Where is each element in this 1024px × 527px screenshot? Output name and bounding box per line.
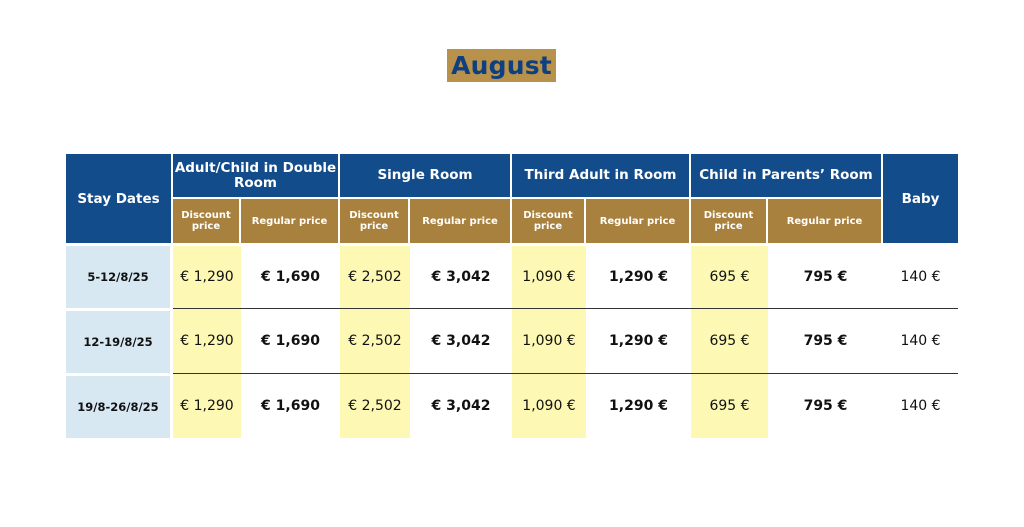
third-regular-cell: 1,290 € xyxy=(586,373,691,438)
header-child-parents-room: Child in Parents’ Room xyxy=(691,154,883,199)
child-discount-cell: 695 € xyxy=(691,243,768,308)
subheader-regular: Regular price xyxy=(586,199,691,243)
table-row xyxy=(66,308,958,373)
subheader-discount: Discount price xyxy=(173,199,241,243)
subheader-regular: Regular price xyxy=(241,199,340,243)
subheader-discount: Discount price xyxy=(340,199,410,243)
price-table xyxy=(66,154,958,438)
single-discount-cell: € 2,502 xyxy=(340,308,410,373)
single-discount-cell: € 2,502 xyxy=(340,373,410,438)
child-regular-cell: 795 € xyxy=(768,243,883,308)
header-single-room: Single Room xyxy=(340,154,512,199)
subheader-regular: Regular price xyxy=(768,199,883,243)
adult-discount-cell: € 1,290 xyxy=(173,243,241,308)
baby-price-cell: 140 € xyxy=(883,308,958,373)
adult-regular-cell: € 1,690 xyxy=(241,243,340,308)
third-regular-cell: 1,290 € xyxy=(586,308,691,373)
header-adult-child-double: Adult/Child in Double Room xyxy=(173,154,340,199)
child-regular-cell: 795 € xyxy=(768,308,883,373)
third-discount-cell: 1,090 € xyxy=(512,308,586,373)
third-discount-cell: 1,090 € xyxy=(512,243,586,308)
baby-price-cell: 140 € xyxy=(883,373,958,438)
subheader-discount: Discount price xyxy=(691,199,768,243)
stay-dates-cell: 19/8-26/8/25 xyxy=(66,373,173,438)
table-row xyxy=(66,243,958,308)
adult-regular-cell: € 1,690 xyxy=(241,308,340,373)
single-regular-cell: € 3,042 xyxy=(410,373,512,438)
third-discount-cell: 1,090 € xyxy=(512,373,586,438)
child-discount-cell: 695 € xyxy=(691,308,768,373)
single-regular-cell: € 3,042 xyxy=(410,308,512,373)
header-stay-dates: Stay Dates xyxy=(66,154,173,243)
header-baby: Baby xyxy=(883,154,958,243)
table-row xyxy=(66,373,958,438)
adult-regular-cell: € 1,690 xyxy=(241,373,340,438)
child-discount-cell: 695 € xyxy=(691,373,768,438)
page-title: August xyxy=(447,49,556,82)
subheader-regular: Regular price xyxy=(410,199,512,243)
stay-dates-cell: 12-19/8/25 xyxy=(66,308,173,373)
third-regular-cell: 1,290 € xyxy=(586,243,691,308)
header-third-adult: Third Adult in Room xyxy=(512,154,691,199)
single-discount-cell: € 2,502 xyxy=(340,243,410,308)
adult-discount-cell: € 1,290 xyxy=(173,308,241,373)
baby-price-cell: 140 € xyxy=(883,243,958,308)
single-regular-cell: € 3,042 xyxy=(410,243,512,308)
stay-dates-cell: 5-12/8/25 xyxy=(66,243,173,308)
adult-discount-cell: € 1,290 xyxy=(173,373,241,438)
child-regular-cell: 795 € xyxy=(768,373,883,438)
subheader-discount: Discount price xyxy=(512,199,586,243)
